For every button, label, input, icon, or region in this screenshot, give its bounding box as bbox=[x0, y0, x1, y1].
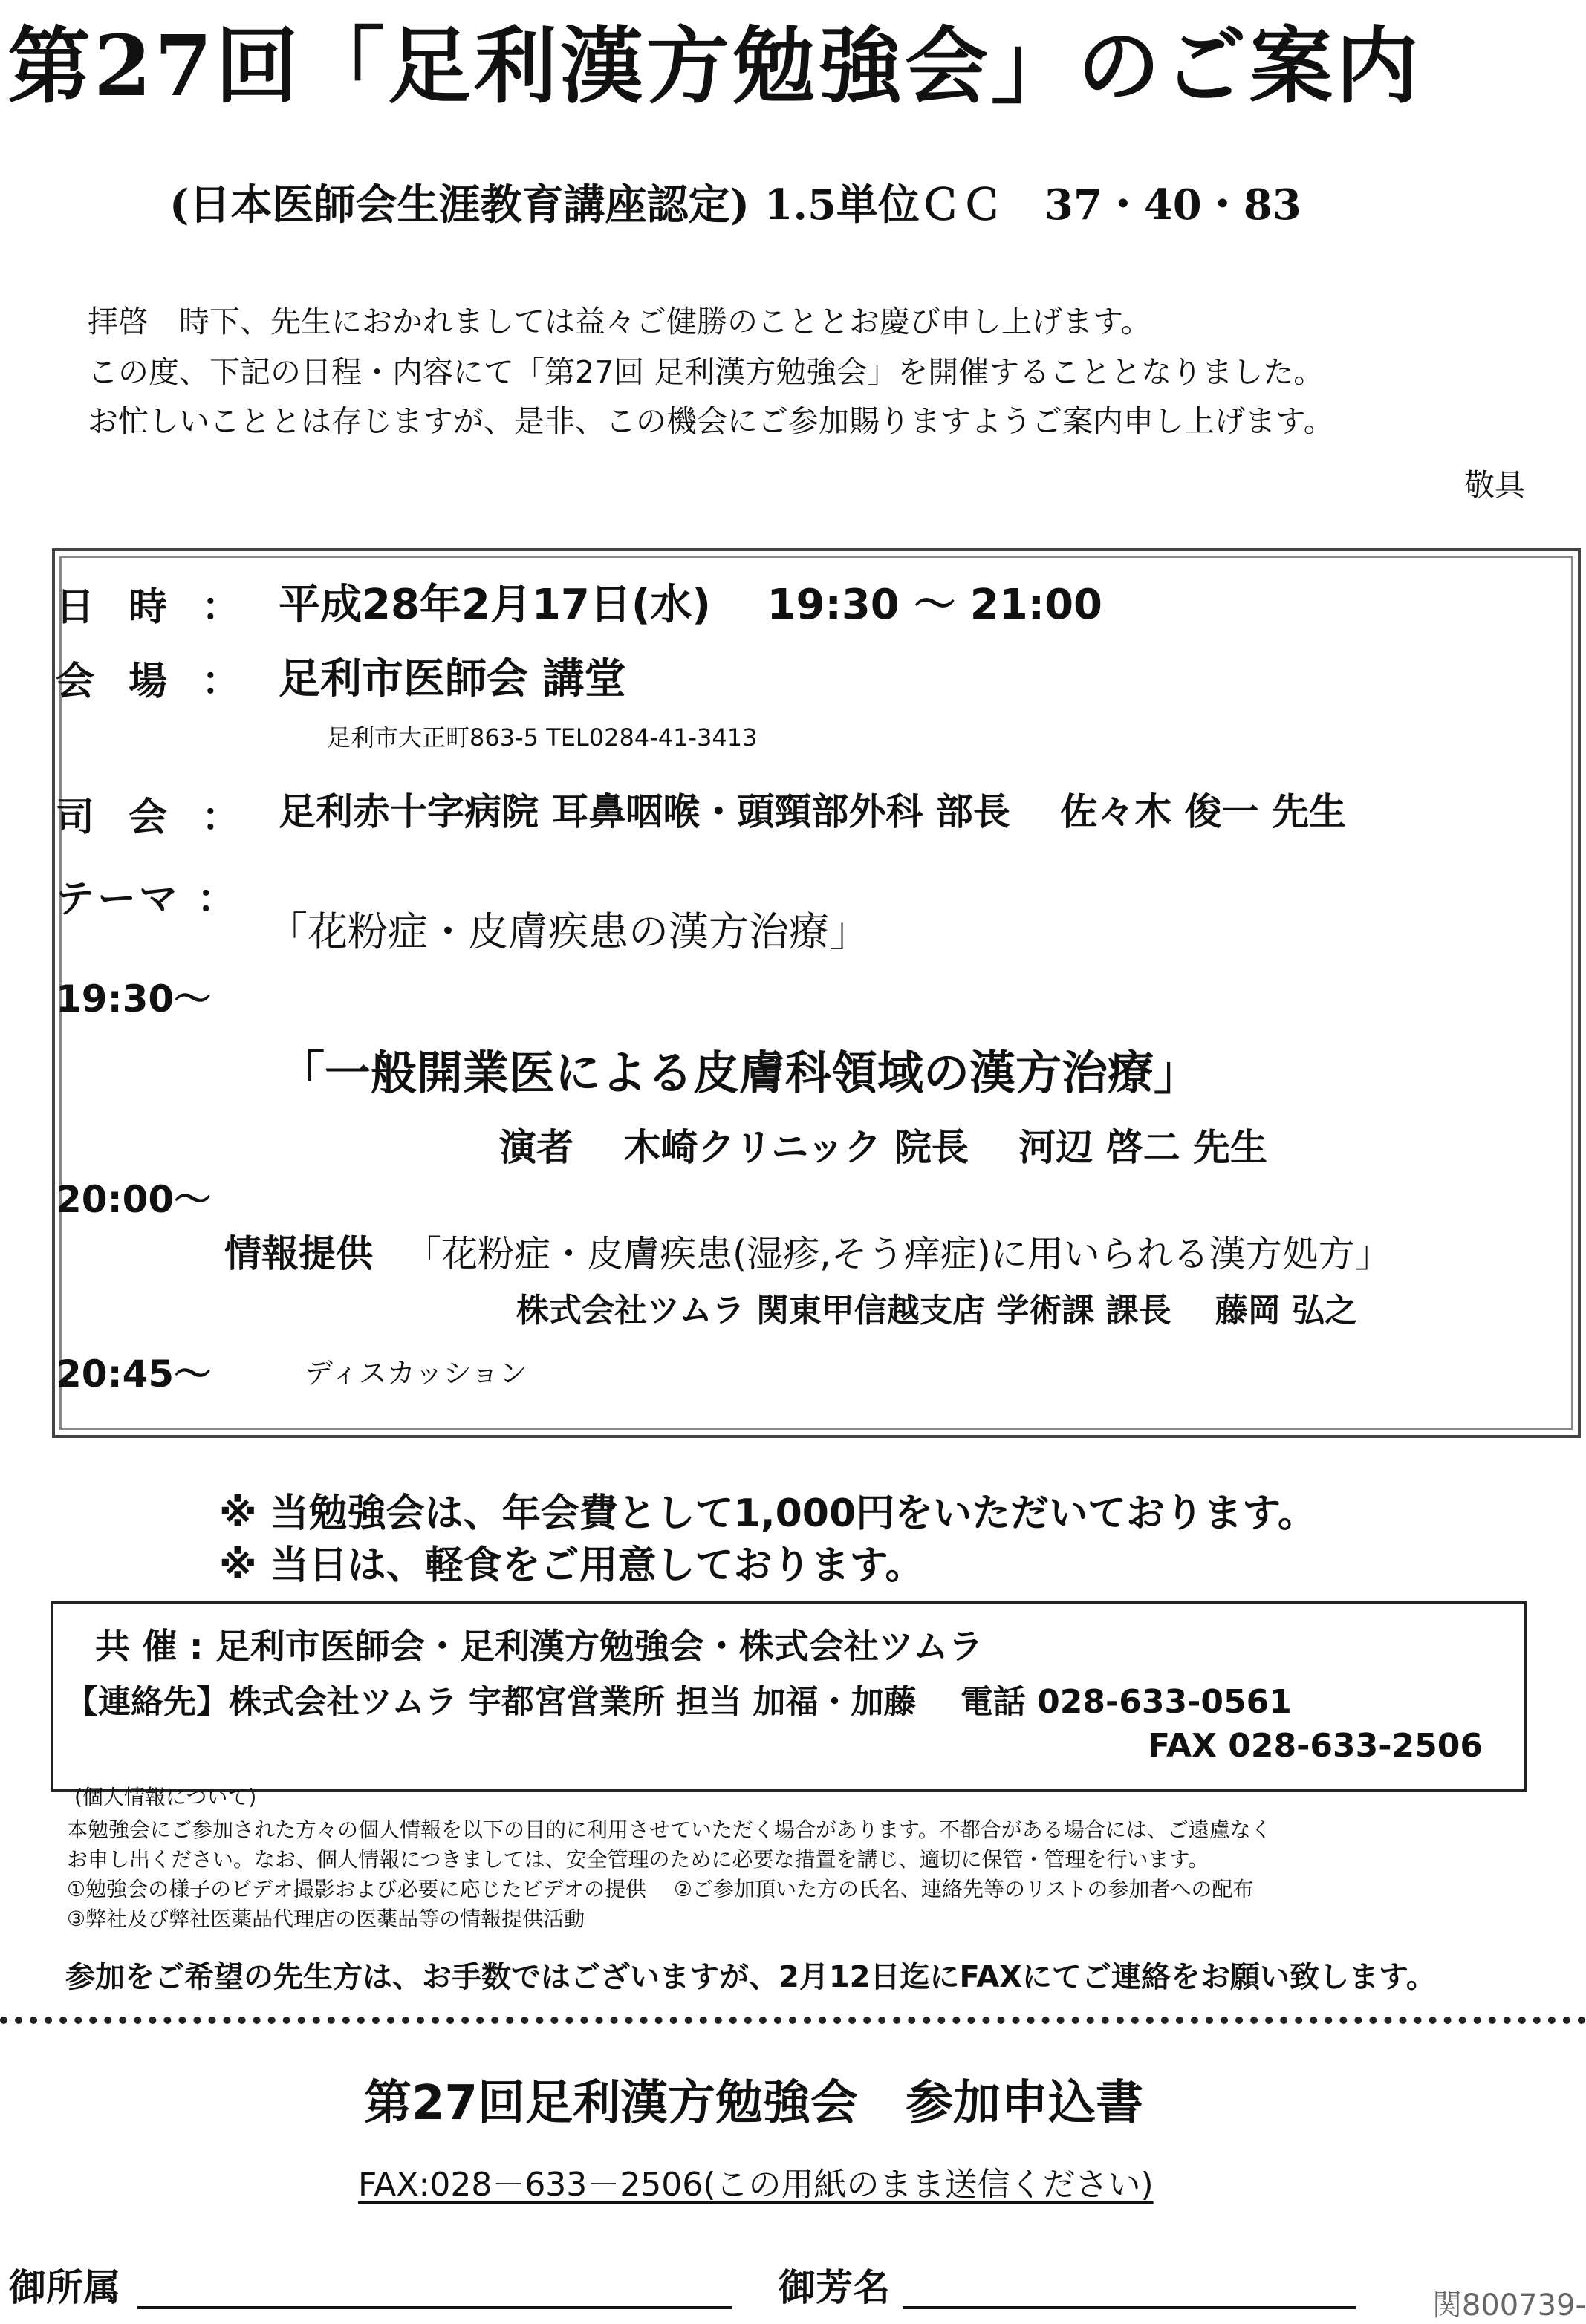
greeting-line-2: この度、下記の日程・内容にて「第27回 足利漢方勉強会」を開催することとなりました。 bbox=[88, 354, 1325, 390]
info-label: 情報提供 bbox=[224, 1232, 373, 1275]
theme-value: 「花粉症・皮膚疾患の漢方治療」 bbox=[267, 908, 869, 955]
privacy-line-3: ①勉強会の様子のビデオ撮影および必要に応じたビデオの提供 ②ご参加頂いた方の氏名、連絡先等のリストの参加者への配布 bbox=[67, 1877, 1254, 1901]
venue-label: 会 場 ： bbox=[56, 660, 251, 704]
venue-address: 足利市大正町863-5 TEL0284-41-3413 bbox=[327, 723, 758, 752]
affiliation-field[interactable] bbox=[137, 2306, 732, 2309]
form-title: 第27回足利漢方勉強会 参加申込書 bbox=[364, 2076, 1144, 2131]
deadline-note: 参加をご希望の先生方は、お手数ではございますが、2月12日迄にFAXにてご連絡をお願い致します。 bbox=[65, 1960, 1436, 1994]
accreditation-subtitle: (日本医師会生涯教育講座認定) 1.5単位ＣＣ 37・40・83 bbox=[169, 180, 1301, 230]
form-fax-number: FAX:028－633－2506(この用紙のまま送信ください) bbox=[358, 2166, 1154, 2204]
datetime-value: 平成28年2月17日(水) 19:30 ～ 21:00 bbox=[279, 581, 1103, 629]
privacy-line-1: 本勉強会にご参加された方々の個人情報を以下の目的に利用させていただく場合があります。不都合がある場合には、ご遠慮なく bbox=[67, 1817, 1272, 1842]
lecture-title: 「一般開業医による皮膚科領域の漢方治療」 bbox=[279, 1046, 1200, 1100]
host-label: 司 会 ： bbox=[56, 795, 251, 840]
cohost-line: 共 催 : 足利市医師会・足利漢方勉強会・株式会社ツムラ bbox=[95, 1627, 984, 1667]
privacy-heading: (個人情報について) bbox=[74, 1785, 257, 1809]
greeting-line-1: 拝啓 時下、先生におかれましては益々ご健勝のこととお慶び申し上げます。 bbox=[88, 304, 1151, 339]
closing-text: 敬具 bbox=[1464, 467, 1525, 503]
cut-line-divider bbox=[0, 2017, 1586, 2024]
name-field[interactable] bbox=[903, 2306, 1356, 2309]
time-slot-3: 20:45～ bbox=[56, 1353, 212, 1396]
discussion: ディスカッション bbox=[305, 1357, 527, 1390]
name-label: 御芳名 bbox=[779, 2266, 890, 2309]
contact-line: 【連絡先】株式会社ツムラ 宇都宮営業所 担当 加福・加藤 電話 028-633-0561 bbox=[65, 1683, 1292, 1721]
meal-note: ※ 当日は、軽食をご用意しております。 bbox=[219, 1543, 924, 1588]
info-speaker: 株式会社ツムラ 関東甲信越支店 学術課 課長 藤岡 弘之 bbox=[516, 1292, 1358, 1329]
host-value: 足利赤十字病院 耳鼻咽喉・頭頸部外科 部長 佐々木 俊一 先生 bbox=[279, 790, 1347, 833]
greeting-line-3: お忙しいこととは存じますが、是非、この機会にご参加賜りますようご案内申し上げます。 bbox=[88, 403, 1334, 439]
privacy-line-4: ③弊社及び弊社医薬品代理店の医薬品等の情報提供活動 bbox=[67, 1907, 585, 1931]
lecturer: 演者 木崎クリニック 院長 河辺 啓二 先生 bbox=[499, 1126, 1268, 1169]
venue-value: 足利市医師会 講堂 bbox=[279, 655, 626, 703]
affiliation-label: 御所属 bbox=[9, 2266, 120, 2309]
page-title: 第27回「足利漢方勉強会」のご案内 bbox=[7, 18, 1422, 115]
document-code: 関800739- bbox=[1431, 2288, 1586, 2323]
fee-note: ※ 当勉強会は、年会費として1,000円をいただいております。 bbox=[219, 1491, 1316, 1536]
datetime-label: 日 時 ： bbox=[56, 585, 251, 630]
theme-label: テーマ ： bbox=[56, 877, 239, 922]
info-title: 「花粉症・皮膚疾患(湿疹,そう痒症)に用いられる漢方処方」 bbox=[405, 1233, 1391, 1275]
time-slot-1: 19:30～ bbox=[56, 977, 212, 1021]
privacy-line-2: お申し出ください。なお、個人情報につきましては、安全管理のために必要な措置を講じ、適切に保管・管理を行います。 bbox=[67, 1847, 1209, 1872]
time-slot-2: 20:00～ bbox=[56, 1178, 212, 1221]
fax-line: FAX 028-633-2506 bbox=[1148, 1727, 1483, 1765]
